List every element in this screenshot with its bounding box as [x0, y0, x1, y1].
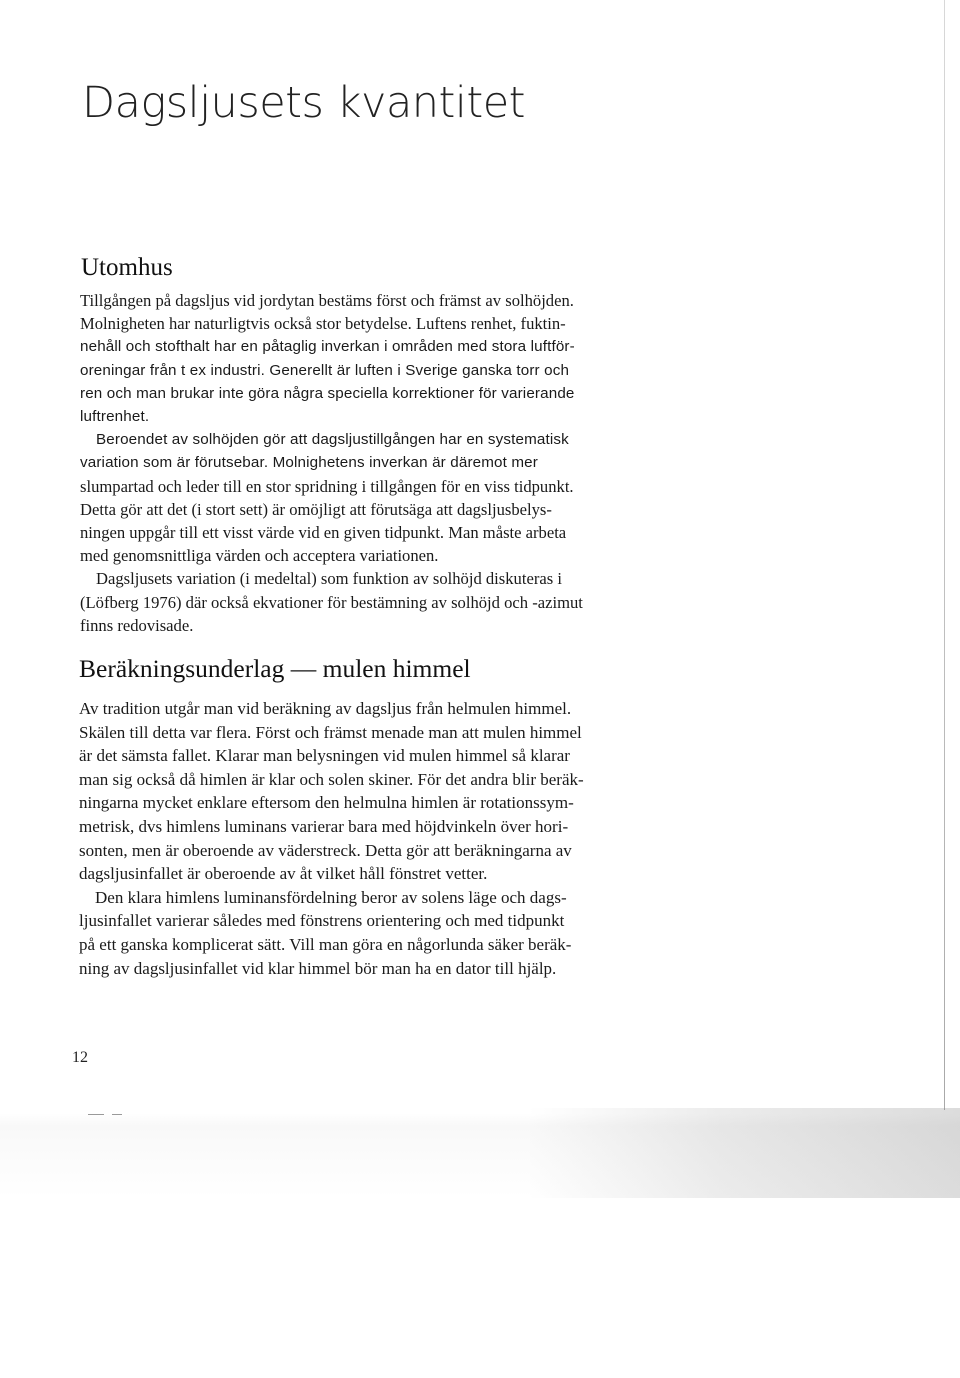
text-line: slumpartad och leder till en stor spridning i tillgången för en viss tidpunkt.: [80, 476, 574, 496]
scan-mark: [88, 1114, 104, 1115]
scan-edge-line: [944, 0, 945, 1110]
scan-shadow: [0, 1108, 960, 1198]
text-line: är det sämsta fallet. Klarar man belysningen vid mulen himmel så klarar: [79, 746, 570, 766]
page-title: Dagsljusets kvantitet: [82, 78, 526, 128]
text-line: ning av dagsljusinfallet vid klar himmel bör man ha en dator till hjälp.: [79, 958, 557, 978]
text-line: Dagsljusets variation (i medeltal) som funktion av solhöjd diskuteras i: [96, 569, 562, 589]
text-line: finns redovisade.: [80, 615, 194, 635]
text-line: Molnigheten har naturligtvis också stor betydelse. Luftens renhet, fuktin-: [80, 314, 566, 334]
paragraph-mulen-himmel: [79, 697, 679, 886]
text-line: nehåll och stofthalt har en påtaglig inverkan i områden med stora luftför-: [80, 338, 575, 356]
text-line: (Löfberg 1976) där också ekvationer för bestämning av solhöjd och -azimut: [80, 592, 583, 612]
text-line: Beroendet av solhöjden gör att dagsljustillgången har en systematisk: [96, 431, 569, 449]
text-line: luftrenhet.: [80, 408, 150, 426]
paragraph-variation: [80, 428, 680, 567]
paragraph-klar-himmel: [79, 886, 679, 980]
section-utomhus-body: [80, 289, 680, 637]
scan-mark: [112, 1114, 122, 1115]
text-line: variation som är förutsebar. Molnighetens inverkan är däremot mer: [80, 454, 538, 472]
text-line: metrisk, dvs himlens luminans varierar bara med höjdvinkeln över hori-: [79, 816, 569, 836]
page-number: 12: [72, 1049, 88, 1066]
section-heading-utomhus: Utomhus: [81, 254, 173, 281]
text-line: dagsljusinfallet är oberoende av åt vilket håll fönstret vetter.: [79, 864, 488, 884]
text-line: ljusinfallet varierar således med fönstrens orientering och med tidpunkt: [79, 911, 565, 931]
section-heading-berakningsunderlag: Beräkningsunderlag — mulen himmel: [79, 654, 471, 683]
text-line: Tillgången på dagsljus vid jordytan bestäms först och främst av solhöjden.: [80, 291, 574, 310]
section-berakningsunderlag-body: [79, 697, 679, 980]
text-line: Skälen till detta var flera. Först och främst menade man att mulen himmel: [79, 722, 582, 742]
paragraph-solhojd: [80, 289, 680, 428]
text-line: Av tradition utgår man vid beräkning av dagsljus från helmulen himmel.: [79, 699, 572, 718]
text-line: Den klara himlens luminansfördelning beror av solens läge och dags-: [95, 887, 567, 907]
paragraph-reference: [80, 567, 680, 637]
text-line: man sig också då himlen är klar och solen skiner. För det andra blir beräk-: [79, 769, 584, 789]
text-line: ningen uppgår till ett visst värde vid en given tidpunkt. Man måste arbeta: [80, 523, 567, 543]
text-line: sonten, men är oberoende av väderstreck. Detta gör att beräkningarna av: [79, 840, 572, 860]
text-line: på ett ganska komplicerat sätt. Vill man göra en någorlunda säker beräk-: [79, 934, 572, 954]
text-line: ningarna mycket enklare eftersom den helmulna himlen är rotationssym-: [79, 793, 574, 813]
text-line: oreningar från t ex industri. Generellt är luften i Sverige ganska torr och: [80, 361, 570, 379]
text-line: Detta gör att det (i stort sett) är omöjligt att förutsäga att dagsljusbelys-: [80, 499, 552, 519]
text-line: med genomsnittliga värden och acceptera variationen.: [80, 546, 439, 566]
text-line: ren och man brukar inte göra några speciella korrektioner för varierande: [80, 384, 575, 402]
